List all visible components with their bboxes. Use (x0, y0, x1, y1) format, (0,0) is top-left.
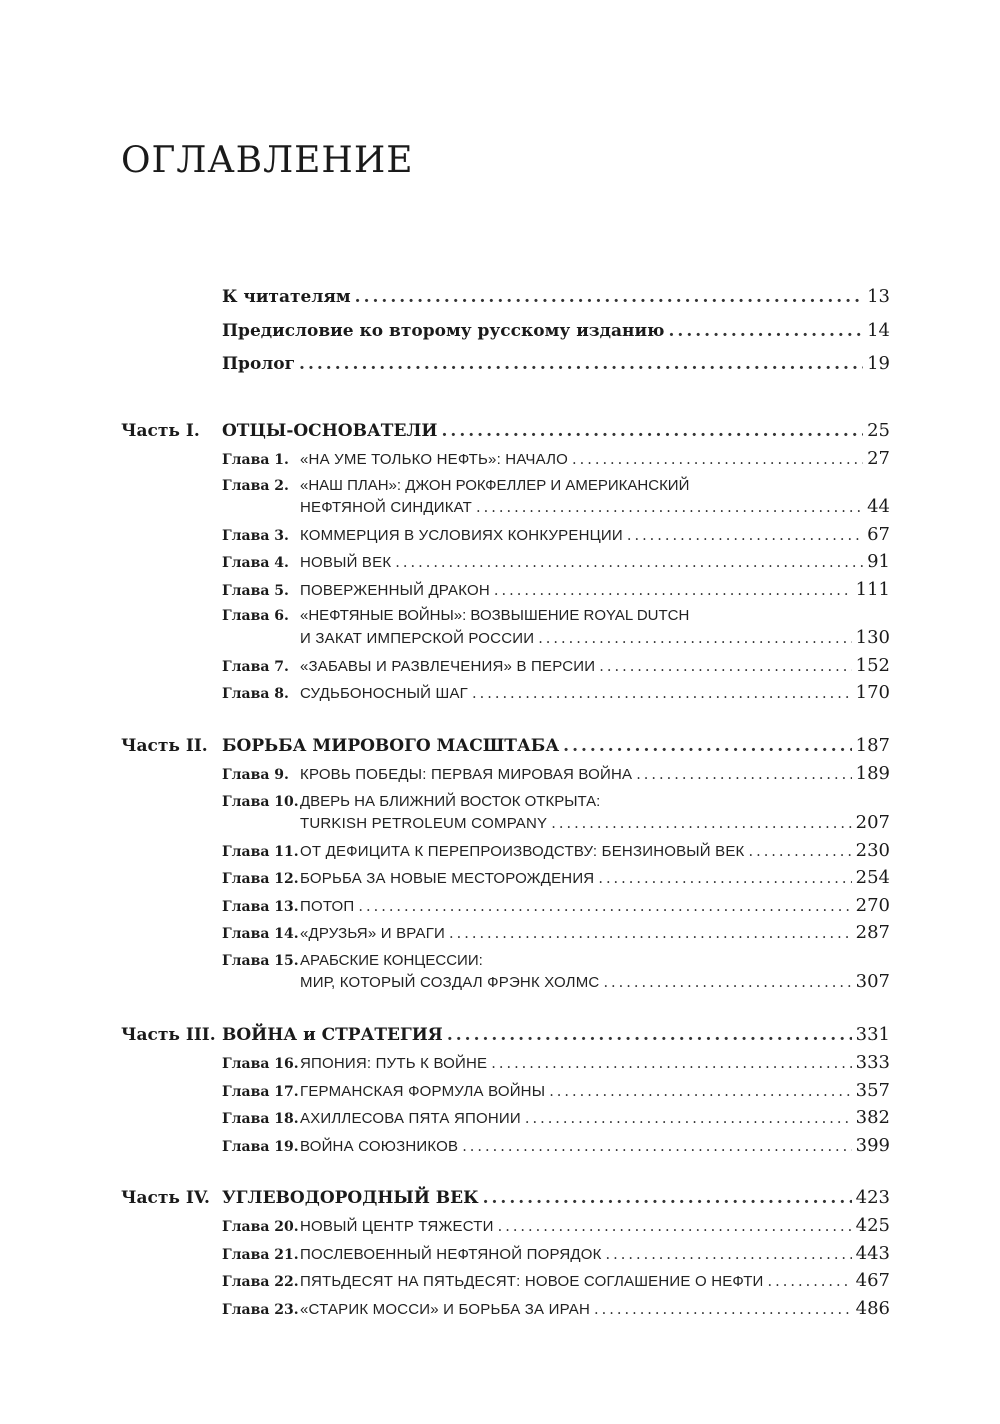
toc-entry-page: 25 (867, 420, 890, 441)
chapter-label: Глава 5. (222, 583, 289, 599)
toc-chapter-2-line1[interactable] (222, 476, 689, 494)
dot-leader (355, 287, 863, 307)
toc-entry-page: 425 (855, 1215, 890, 1236)
toc-entry-page: 187 (855, 735, 890, 756)
toc-entry-preface[interactable] (222, 320, 890, 341)
chapter-title: TURKISH PETROLEUM COMPANY (300, 815, 548, 832)
dot-leader (563, 736, 851, 756)
part-title: ОТЦЫ-ОСНОВАТЕЛИ (222, 421, 438, 441)
chapter-label: Глава 8. (222, 686, 289, 702)
toc-chapter-8[interactable] (222, 682, 890, 703)
dot-leader (447, 1025, 852, 1045)
toc-entry-page: 270 (855, 895, 890, 916)
chapter-title: «СТАРИК МОССИ» И БОРЬБА ЗА ИРАН (300, 1301, 591, 1318)
chapter-title: «ДРУЗЬЯ» И ВРАГИ (300, 925, 446, 942)
toc-chapter-7[interactable] (222, 655, 890, 676)
toc-entry-page: 443 (855, 1243, 890, 1264)
toc-entry-page: 170 (855, 682, 890, 703)
toc-entry-title: К читателям (222, 287, 351, 307)
dot-leader (549, 1084, 851, 1100)
dot-leader (449, 926, 852, 942)
toc-chapter-17[interactable] (222, 1080, 890, 1101)
part-label: Часть II. (121, 736, 208, 756)
chapter-label: Глава 13. (222, 899, 299, 915)
toc-entry-page: 189 (855, 763, 890, 784)
part-title: ВОЙНА и СТРАТЕГИЯ (222, 1025, 443, 1045)
part-label: Часть III. (121, 1025, 216, 1045)
dot-leader (442, 421, 864, 441)
toc-chapter-15[interactable] (222, 971, 890, 992)
dot-leader (598, 871, 851, 887)
toc-part-4[interactable] (121, 1187, 890, 1208)
toc-entry-page: 333 (855, 1052, 890, 1073)
toc-chapter-10[interactable] (222, 812, 890, 833)
toc-chapter-22[interactable] (222, 1270, 890, 1291)
chapter-label: Глава 3. (222, 528, 289, 544)
dot-leader (498, 1219, 852, 1235)
dot-leader (538, 631, 851, 647)
chapter-label: Глава 18. (222, 1111, 299, 1127)
toc-entry-page: 423 (855, 1187, 890, 1208)
chapter-label: Глава 16. (222, 1056, 299, 1072)
chapter-title: ОТ ДЕФИЦИТА К ПЕРЕПРОИЗВОДСТВУ: БЕНЗИНОВЫЙ ВЕК (300, 843, 745, 860)
chapter-title-line1: «НЕФТЯНЫЕ ВОЙНЫ»: ВОЗВЫШЕНИЕ ROYAL DUTCH (300, 607, 690, 624)
chapter-label: Глава 1. (222, 452, 289, 468)
toc-chapter-9[interactable] (222, 763, 890, 784)
dot-leader (627, 528, 863, 544)
toc-chapter-15-line1[interactable] (222, 951, 483, 969)
dot-leader (395, 555, 863, 571)
toc-entry-page: 382 (855, 1107, 890, 1128)
chapter-title: И ЗАКАТ ИМПЕРСКОЙ РОССИИ (300, 630, 535, 647)
chapter-label: Глава 23. (222, 1302, 299, 1318)
chapter-label: Глава 9. (222, 767, 289, 783)
toc-chapter-20[interactable] (222, 1215, 890, 1236)
dot-leader (572, 452, 863, 468)
toc-entry-page: 44 (867, 496, 890, 517)
toc-entry-page: 13 (867, 286, 890, 307)
chapter-title: НЕФТЯНОЙ СИНДИКАТ (300, 499, 473, 516)
toc-chapter-19[interactable] (222, 1135, 890, 1156)
toc-entry-title: Пролог (222, 354, 296, 374)
toc-entry-page: 357 (855, 1080, 890, 1101)
part-label: Часть IV. (121, 1188, 210, 1208)
chapter-label: Глава 19. (222, 1139, 299, 1155)
toc-entry-page: 27 (867, 448, 890, 469)
chapter-label: Глава 6. (222, 608, 289, 624)
part-label: Часть I. (121, 421, 200, 441)
chapter-label: Глава 17. (222, 1084, 299, 1100)
toc-chapter-12[interactable] (222, 867, 890, 888)
part-title: УГЛЕВОДОРОДНЫЙ ВЕК (222, 1188, 479, 1208)
dot-leader (472, 686, 852, 702)
toc-chapter-1[interactable] (222, 448, 890, 469)
toc-entry-page: 67 (867, 524, 890, 545)
toc-chapter-2[interactable] (222, 496, 890, 517)
toc-entry-page: 486 (855, 1298, 890, 1319)
dot-leader (476, 500, 863, 516)
dot-leader (668, 321, 863, 341)
toc-entry-page: 230 (855, 840, 890, 861)
toc-entry-page: 467 (855, 1270, 890, 1291)
toc-entry-page: 287 (855, 922, 890, 943)
chapter-title: ПОТОП (300, 898, 355, 915)
chapter-label: Глава 21. (222, 1247, 299, 1263)
chapter-title: ГЕРМАНСКАЯ ФОРМУЛА ВОЙНЫ (300, 1083, 546, 1100)
chapter-label: Глава 12. (222, 871, 299, 887)
dot-leader (462, 1139, 851, 1155)
part-title: БОРЬБА МИРОВОГО МАСШТАБА (222, 736, 560, 756)
chapter-title: МИР, КОТОРЫЙ СОЗДАЛ ФРЭНК ХОЛМС (300, 974, 600, 991)
dot-leader (358, 899, 851, 915)
toc-chapter-23[interactable] (222, 1298, 890, 1319)
toc-chapter-3[interactable] (222, 524, 890, 545)
chapter-label: Глава 11. (222, 844, 299, 860)
chapter-label: Глава 10. (222, 794, 299, 810)
toc-entry-readers[interactable] (222, 286, 890, 307)
toc-chapter-11[interactable] (222, 840, 890, 861)
dot-leader (599, 659, 851, 675)
chapter-title: СУДЬБОНОСНЫЙ ШАГ (300, 685, 469, 702)
toc-entry-page: 91 (867, 551, 890, 572)
toc-entry-page: 307 (855, 971, 890, 992)
toc-entry-page: 331 (855, 1024, 890, 1045)
chapter-title: НОВЫЙ ВЕК (300, 554, 392, 571)
toc-entry-page: 207 (855, 812, 890, 833)
toc-entry-page: 152 (855, 655, 890, 676)
chapter-label: Глава 20. (222, 1219, 299, 1235)
dot-leader (494, 583, 852, 599)
toc-part-1[interactable] (121, 420, 890, 441)
toc-entry-page: 254 (855, 867, 890, 888)
chapter-title-line1: ДВЕРЬ НА БЛИЖНИЙ ВОСТОК ОТКРЫТА: (300, 793, 601, 810)
dot-leader (491, 1056, 851, 1072)
toc-entry-prologue[interactable] (222, 353, 890, 374)
toc-part-3[interactable] (121, 1024, 890, 1045)
toc-chapter-6[interactable] (222, 627, 890, 648)
dot-leader (525, 1111, 852, 1127)
toc-entry-title: Предисловие ко второму русскому изданию (222, 321, 665, 341)
toc-chapter-6-line1[interactable] (222, 606, 689, 624)
chapter-label: Глава 22. (222, 1274, 299, 1290)
chapter-title-line1: АРАБСКИЕ КОНЦЕССИИ: (300, 952, 483, 969)
chapter-title: ЯПОНИЯ: ПУТЬ К ВОЙНЕ (300, 1055, 488, 1072)
dot-leader (483, 1188, 852, 1208)
dot-leader (299, 354, 863, 374)
dot-leader (551, 816, 851, 832)
chapter-title: КРОВЬ ПОБЕДЫ: ПЕРВАЯ МИРОВАЯ ВОЙНА (300, 766, 633, 783)
chapter-label: Глава 4. (222, 555, 289, 571)
toc-part-2[interactable] (121, 735, 890, 756)
chapter-label: Глава 2. (222, 478, 289, 494)
dot-leader (636, 767, 851, 783)
toc-chapter-10-line1[interactable] (222, 792, 600, 810)
page-title: ОГЛАВЛЕНИЕ (121, 140, 414, 181)
toc-entry-page: 111 (855, 579, 890, 600)
toc-entry-page: 19 (867, 353, 890, 374)
toc-chapter-14[interactable] (222, 922, 890, 943)
chapter-title: ПЯТЬДЕСЯТ НА ПЯТЬДЕСЯТ: НОВОЕ СОГЛАШЕНИЕ О НЕФТИ (300, 1273, 764, 1290)
chapter-title-line1: «НАШ ПЛАН»: ДЖОН РОКФЕЛЛЕР И АМЕРИКАНСКИЙ (300, 477, 690, 494)
chapter-label: Глава 14. (222, 926, 299, 942)
toc-chapter-16[interactable] (222, 1052, 890, 1073)
toc-chapter-4[interactable] (222, 551, 890, 572)
chapter-title: АХИЛЛЕСОВА ПЯТА ЯПОНИИ (300, 1110, 521, 1127)
chapter-title: НОВЫЙ ЦЕНТР ТЯЖЕСТИ (300, 1218, 494, 1235)
toc-chapter-21[interactable] (222, 1243, 890, 1264)
dot-leader (603, 975, 851, 991)
dot-leader (768, 1274, 852, 1290)
chapter-title: «ЗАБАВЫ И РАЗВЛЕЧЕНИЯ» В ПЕРСИИ (300, 658, 596, 675)
toc-entry-page: 14 (867, 320, 890, 341)
chapter-label: Глава 7. (222, 659, 289, 675)
chapter-title: КОММЕРЦИЯ В УСЛОВИЯХ КОНКУРЕНЦИИ (300, 527, 623, 544)
chapter-title: ПОСЛЕВОЕННЫЙ НЕФТЯНОЙ ПОРЯДОК (300, 1246, 602, 1263)
chapter-title: БОРЬБА ЗА НОВЫЕ МЕСТОРОЖДЕНИЯ (300, 870, 595, 887)
chapter-title: «НА УМЕ ТОЛЬКО НЕФТЬ»: НАЧАЛО (300, 451, 569, 468)
chapter-label: Глава 15. (222, 953, 299, 969)
chapter-title: ВОЙНА СОЮЗНИКОВ (300, 1138, 459, 1155)
toc-chapter-18[interactable] (222, 1107, 890, 1128)
toc-chapter-5[interactable] (222, 579, 890, 600)
dot-leader (748, 844, 851, 860)
chapter-title: ПОВЕРЖЕННЫЙ ДРАКОН (300, 582, 490, 599)
toc-entry-page: 130 (855, 627, 890, 648)
toc-chapter-13[interactable] (222, 895, 890, 916)
toc-entry-page: 399 (855, 1135, 890, 1156)
dot-leader (594, 1302, 852, 1318)
dot-leader (606, 1247, 852, 1263)
